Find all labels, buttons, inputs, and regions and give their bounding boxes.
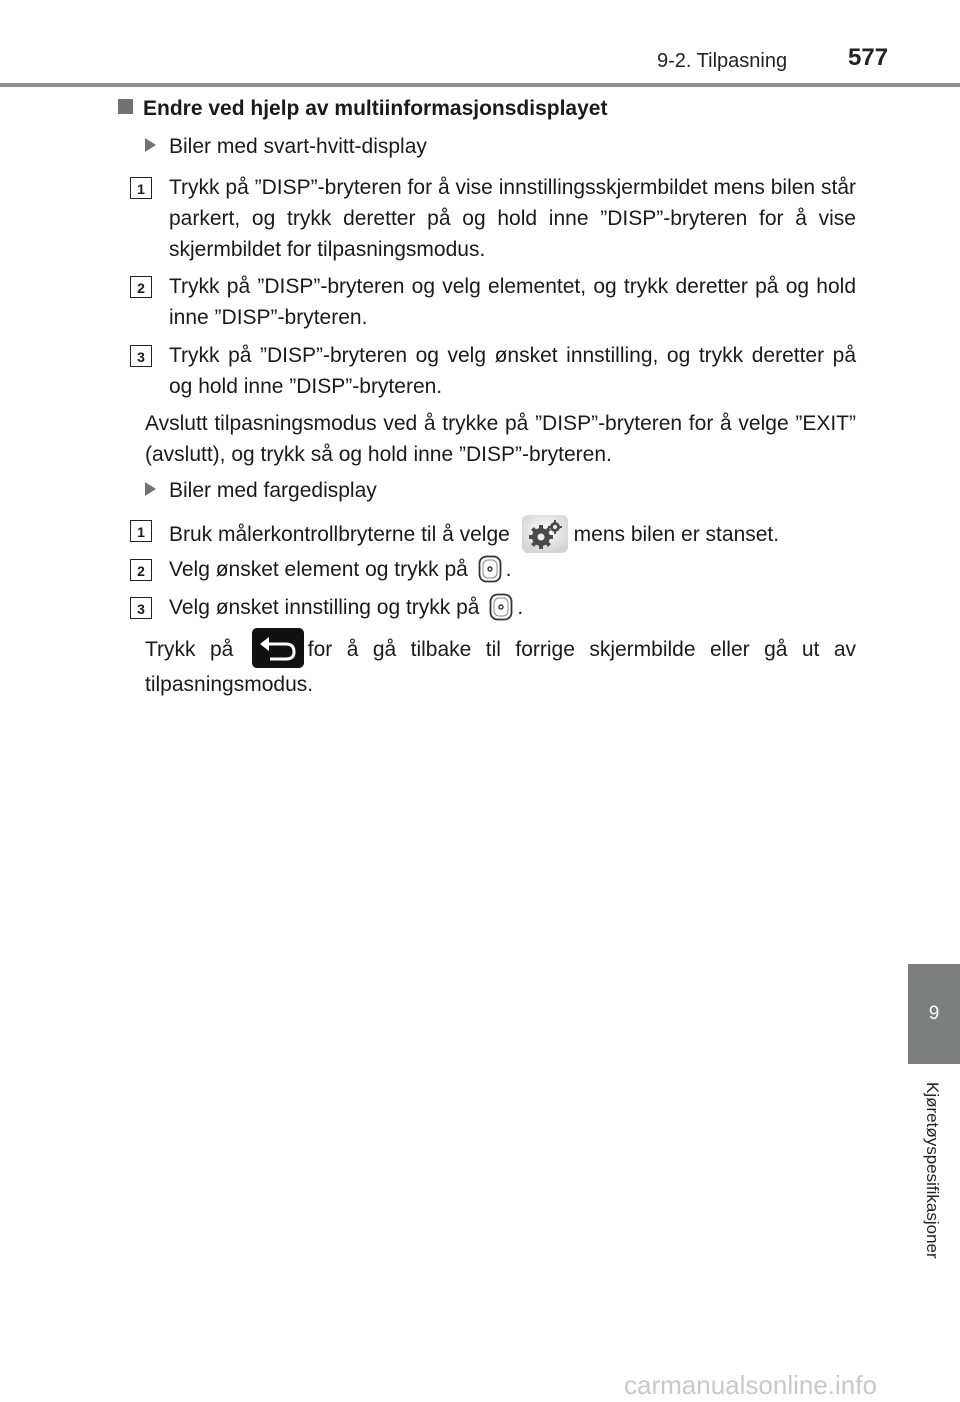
closing-color: Trykk på for å gå tilbake til forrige skjermbilde eller gå ut av tilpasningsmodus. [145, 628, 856, 701]
step-number: 1 [130, 177, 152, 199]
section-title: 9-2. Tilpasning [657, 50, 788, 72]
chapter-title: Kjøretøyspesifikasjoner [923, 1082, 942, 1259]
settings-gear-icon [522, 515, 568, 553]
step-number: 2 [130, 559, 152, 581]
page-number: 577 [848, 44, 889, 71]
heading-square-icon [118, 99, 133, 114]
step-text: Trykk på ”DISP”-bryteren og velg ønsket innstilling, og trykk deretter på og hold inne ”DISP”-bryteren. [169, 344, 856, 398]
subheading-bw [145, 135, 427, 159]
ok-button-icon [489, 593, 513, 621]
step-number: 3 [130, 345, 152, 367]
step-color-3 [130, 592, 856, 623]
step-color-2 [130, 554, 856, 585]
step-bw-1 [130, 172, 856, 265]
step-number: 3 [130, 597, 152, 619]
step-text: Velg ønsket element og trykk på . [169, 554, 856, 585]
step-bw-3 [130, 340, 856, 402]
ok-button-icon [478, 555, 502, 583]
triangle-bullet-icon [145, 482, 156, 496]
step-text: Trykk på ”DISP”-bryteren for å vise innstillingsskjermbildet mens bilen står parkert, og trykk deretter på og hold inne ”DISP”-bryteren for å vise skjermbildet for tilpasningsmodus. [169, 176, 856, 261]
subheading-color-text: Biler med fargedisplay [169, 479, 377, 502]
back-arrow-icon [252, 628, 304, 668]
section-heading-text: Endre ved hjelp av multiinformasjonsdisplayet [143, 97, 608, 120]
step-bw-2 [130, 271, 856, 333]
step-text: Trykk på ”DISP”-bryteren og velg elementet, og trykk deretter på og hold inne ”DISP”-bryteren. [169, 275, 856, 329]
step-number: 1 [130, 520, 152, 542]
section-heading [118, 97, 607, 121]
triangle-bullet-icon [145, 138, 156, 152]
subheading-color [145, 479, 377, 503]
step-color-1 [130, 515, 856, 553]
step-text: Bruk målerkontrollbryterne til å velge mens bilen er stanset. [169, 515, 856, 553]
header-divider [0, 83, 960, 87]
subheading-bw-text: Biler med svart-hvitt-display [169, 135, 427, 158]
step-text: Velg ønsket innstilling og trykk på . [169, 592, 856, 623]
closing-bw: Avslutt tilpasningsmodus ved å trykke på ”DISP”-bryteren for å velge ”EXIT” (avslutt), og trykk så og hold inne ”DISP”-bryteren. [145, 412, 856, 466]
step-number: 2 [130, 276, 152, 298]
watermark: carmanualsonline.info [624, 1370, 877, 1400]
chapter-tab: 9 [908, 964, 960, 1064]
